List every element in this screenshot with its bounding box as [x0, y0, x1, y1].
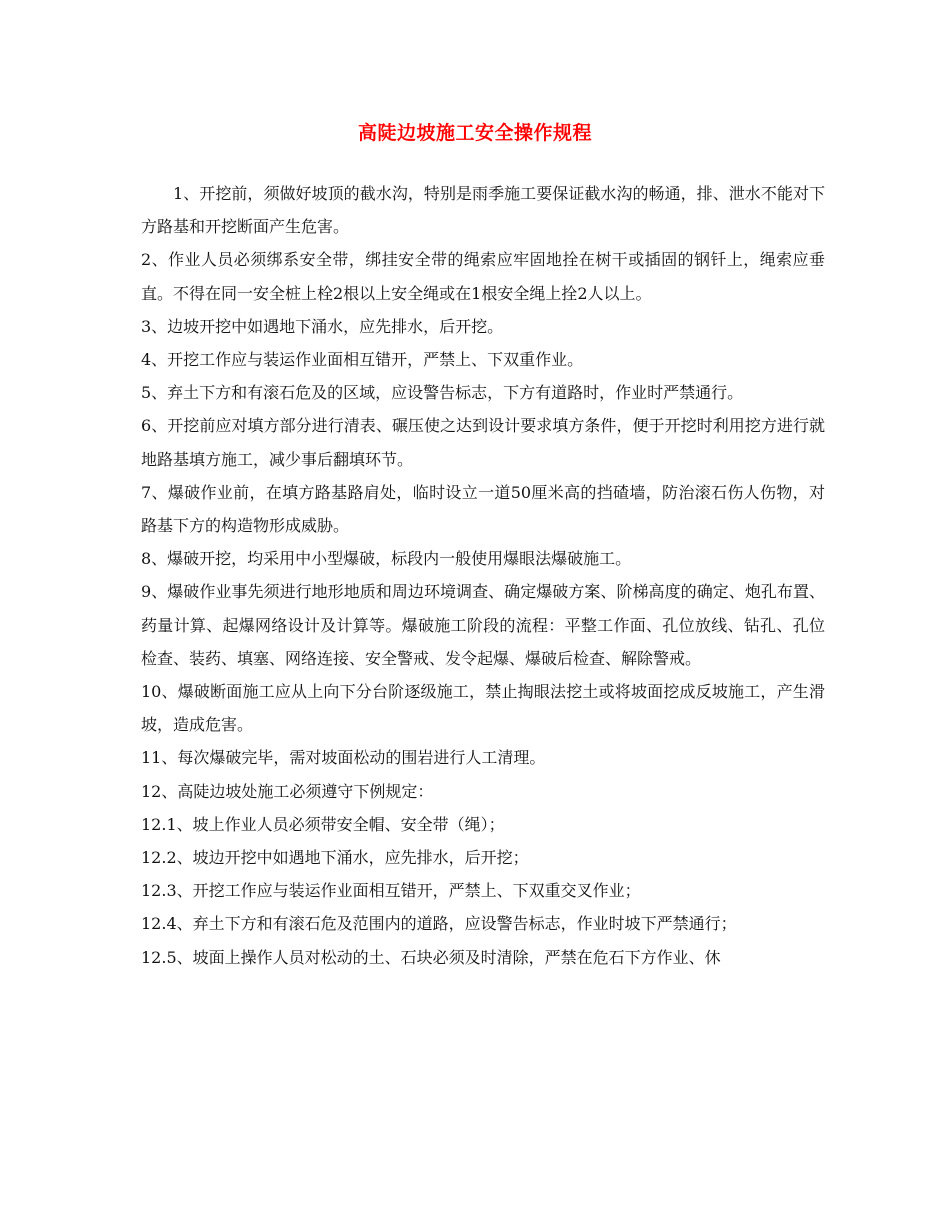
paragraph-12: 12、高陡边坡处施工必须遵守下例规定： [141, 781, 434, 801]
document-title: 高陡边坡施工安全操作规程 [357, 122, 592, 144]
paragraph-4: 4、开挖工作应与装运作业面相互错开，严禁上、下双重作业。 [141, 350, 584, 370]
paragraph-2: 2、作业人员必须绑系安全带，绑挂安全带的绳索应牢固地拴在树干或插固的钢钎上，绳索应垂直。不得在同一安全桩上栓2根以上安全绳或在1根安全绳上拴2人以上。 [141, 250, 825, 303]
paragraph-12-1: 12.1、坡上作业人员必须带安全帽、安全带（绳）； [141, 814, 505, 834]
paragraph-5: 5、弃土下方和有滚石危及的区域，应设警告标志，下方有道路时，作业时严禁通行。 [141, 383, 744, 403]
paragraph-6: 6、开挖前应对填方部分进行清表、碾压使之达到设计要求填方条件，便于开挖时利用挖方进行就地路基填方施工，减少事后翻填环节。 [141, 416, 825, 469]
paragraph-12-3: 12.3、开挖工作应与装运作业面相互错开，严禁上、下双重交叉作业； [141, 881, 641, 901]
document-body [141, 177, 825, 974]
paragraph-8: 8、爆破开挖，均采用中小型爆破，标段内一般使用爆眼法爆破施工。 [141, 549, 632, 569]
paragraph-1: 1、开挖前，须做好坡顶的截水沟，特别是雨季施工要保证截水沟的畅通，排、泄水不能对下方路基和开挖断面产生危害。 [141, 184, 825, 237]
paragraph-7: 7、爆破作业前，在填方路基路肩处，临时设立一道50厘米高的挡碴墙，防治滚石伤人伤物，对路基下方的构造物形成威胁。 [141, 482, 825, 536]
paragraph-11: 11、每次爆破完毕，需对坡面松动的围岩进行人工清理。 [141, 748, 546, 768]
paragraph-9: 9、爆破作业事先须进行地形地质和周边环境调查、确定爆破方案、阶梯高度的确定、炮孔布置、药量计算、起爆网络设计及计算等。爆破施工阶段的流程：平整工作面、孔位放线、钻孔、孔位检查、装药、填塞、网络连接、安全警戒、发令起爆、爆破后检查、解除警戒。 [141, 582, 825, 668]
paragraph-3: 3、边坡开挖中如遇地下涌水，应先排水，后开挖。 [141, 316, 504, 336]
paragraph-12-5: 12.5、坡面上操作人员对松动的土、石块必须及时清除，严禁在危石下方作业、休 [141, 947, 721, 967]
paragraph-12-2: 12.2、坡边开挖中如遇地下涌水，应先排水，后开挖； [141, 848, 529, 868]
paragraph-10: 10、爆破断面施工应从上向下分台阶逐级施工，禁止掏眼法挖土或将坡面挖成反坡施工，产生滑坡，造成危害。 [141, 682, 825, 735]
paragraph-12-4: 12.4、弃土下方和有滚石危及范围内的道路，应设警告标志，作业时坡下严禁通行； [141, 914, 737, 934]
